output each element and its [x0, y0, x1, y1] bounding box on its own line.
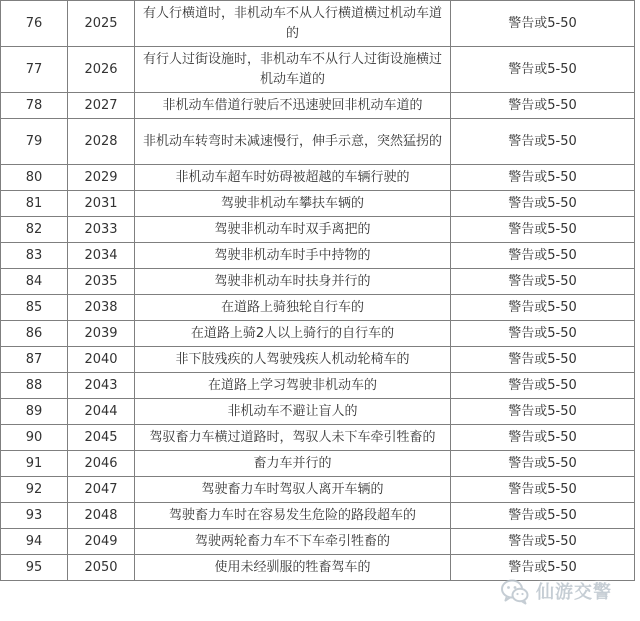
- row-number-cell: 95: [1, 555, 68, 581]
- violation-code-cell: 2049: [68, 529, 135, 555]
- penalty-cell: 警告或5-50: [451, 529, 635, 555]
- violation-description-cell: 在道路上学习驾驶非机动车的: [135, 373, 451, 399]
- violation-code-cell: 2027: [68, 93, 135, 119]
- row-number-cell: 82: [1, 217, 68, 243]
- violation-table-body: [1, 1, 635, 581]
- violation-code-cell: 2050: [68, 555, 135, 581]
- row-number-cell: 78: [1, 93, 68, 119]
- violation-description-cell: 驾驶畜力车时在容易发生危险的路段超车的: [135, 503, 451, 529]
- penalty-cell: 警告或5-50: [451, 399, 635, 425]
- row-number-cell: 85: [1, 295, 68, 321]
- row-number-cell: 94: [1, 529, 68, 555]
- penalty-cell: 警告或5-50: [451, 47, 635, 93]
- row-number-cell: 92: [1, 477, 68, 503]
- row-number-cell: 80: [1, 165, 68, 191]
- row-number-cell: 91: [1, 451, 68, 477]
- row-number-cell: 76: [1, 1, 68, 47]
- table-row: [1, 503, 635, 529]
- row-number-cell: 81: [1, 191, 68, 217]
- violation-description-cell: 非机动车不避让盲人的: [135, 399, 451, 425]
- violation-description-cell: 有人行横道时，非机动车不从人行横道横过机动车道的: [135, 1, 451, 47]
- violation-code-cell: 2029: [68, 165, 135, 191]
- violation-description-cell: 在道路上骑2人以上骑行的自行车的: [135, 321, 451, 347]
- violation-code-cell: 2039: [68, 321, 135, 347]
- table-row: [1, 347, 635, 373]
- penalty-cell: 警告或5-50: [451, 295, 635, 321]
- row-number-cell: 88: [1, 373, 68, 399]
- penalty-cell: 警告或5-50: [451, 93, 635, 119]
- violation-code-cell: 2038: [68, 295, 135, 321]
- row-number-cell: 90: [1, 425, 68, 451]
- penalty-cell: 警告或5-50: [451, 503, 635, 529]
- table-row: [1, 47, 635, 93]
- violation-description-cell: 驾驶两轮畜力车不下车牵引牲畜的: [135, 529, 451, 555]
- violation-code-cell: 2031: [68, 191, 135, 217]
- violation-description-cell: 驾驭畜力车横过道路时，驾驭人未下车牵引牲畜的: [135, 425, 451, 451]
- violation-description-cell: 有行人过街设施时，非机动车不从行人过街设施横过机动车道的: [135, 47, 451, 93]
- penalty-cell: 警告或5-50: [451, 347, 635, 373]
- row-number-cell: 83: [1, 243, 68, 269]
- row-number-cell: 77: [1, 47, 68, 93]
- penalty-cell: 警告或5-50: [451, 191, 635, 217]
- row-number-cell: 87: [1, 347, 68, 373]
- violation-description-cell: 非机动车借道行驶后不迅速驶回非机动车道的: [135, 93, 451, 119]
- violation-description-cell: 驾驶非机动车时手中持物的: [135, 243, 451, 269]
- violation-description-cell: 非机动车转弯时未减速慢行，伸手示意，突然猛拐的: [135, 119, 451, 165]
- table-row: [1, 119, 635, 165]
- penalty-cell: 警告或5-50: [451, 373, 635, 399]
- violation-description-cell: 驾驶非机动车时扶身并行的: [135, 269, 451, 295]
- penalty-cell: 警告或5-50: [451, 165, 635, 191]
- table-row: [1, 243, 635, 269]
- row-number-cell: 86: [1, 321, 68, 347]
- table-row: [1, 451, 635, 477]
- table-row: [1, 373, 635, 399]
- violation-code-cell: 2040: [68, 347, 135, 373]
- violation-description-cell: 非下肢残疾的人驾驶残疾人机动轮椅车的: [135, 347, 451, 373]
- penalty-cell: 警告或5-50: [451, 119, 635, 165]
- violation-code-cell: 2043: [68, 373, 135, 399]
- table-row: [1, 399, 635, 425]
- table-row: [1, 165, 635, 191]
- penalty-cell: 警告或5-50: [451, 243, 635, 269]
- row-number-cell: 89: [1, 399, 68, 425]
- table-row: [1, 477, 635, 503]
- violation-code-cell: 2045: [68, 425, 135, 451]
- penalty-cell: 警告或5-50: [451, 269, 635, 295]
- table-row: [1, 555, 635, 581]
- violation-code-cell: 2025: [68, 1, 135, 47]
- penalty-cell: 警告或5-50: [451, 425, 635, 451]
- penalty-cell: 警告或5-50: [451, 477, 635, 503]
- row-number-cell: 84: [1, 269, 68, 295]
- table-row: [1, 191, 635, 217]
- violation-description-cell: 驾驶畜力车时驾驭人离开车辆的: [135, 477, 451, 503]
- watermark-text: 仙游交警: [536, 582, 612, 603]
- penalty-cell: 警告或5-50: [451, 321, 635, 347]
- penalty-cell: 警告或5-50: [451, 451, 635, 477]
- violation-code-cell: 2028: [68, 119, 135, 165]
- table-row: [1, 321, 635, 347]
- violation-code-cell: 2048: [68, 503, 135, 529]
- violation-description-cell: 畜力车并行的: [135, 451, 451, 477]
- violation-code-cell: 2026: [68, 47, 135, 93]
- table-row: [1, 1, 635, 47]
- violation-code-cell: 2035: [68, 269, 135, 295]
- violation-code-cell: 2046: [68, 451, 135, 477]
- table-row: [1, 529, 635, 555]
- row-number-cell: 79: [1, 119, 68, 165]
- table-row: [1, 217, 635, 243]
- table-row: [1, 425, 635, 451]
- penalty-cell: 警告或5-50: [451, 555, 635, 581]
- violation-description-cell: 驾驶非机动车时双手离把的: [135, 217, 451, 243]
- violation-code-cell: 2034: [68, 243, 135, 269]
- table-row: [1, 295, 635, 321]
- violation-code-cell: 2033: [68, 217, 135, 243]
- violation-description-cell: 非机动车超车时妨碍被超越的车辆行驶的: [135, 165, 451, 191]
- penalty-cell: 警告或5-50: [451, 217, 635, 243]
- row-number-cell: 93: [1, 503, 68, 529]
- violation-code-cell: 2044: [68, 399, 135, 425]
- violation-description-cell: 驾驶非机动车攀扶车辆的: [135, 191, 451, 217]
- penalty-cell: 警告或5-50: [451, 1, 635, 47]
- violation-description-cell: 使用未经驯服的牲畜驾车的: [135, 555, 451, 581]
- violation-description-cell: 在道路上骑独轮自行车的: [135, 295, 451, 321]
- table-row: [1, 269, 635, 295]
- table-row: [1, 93, 635, 119]
- violation-code-cell: 2047: [68, 477, 135, 503]
